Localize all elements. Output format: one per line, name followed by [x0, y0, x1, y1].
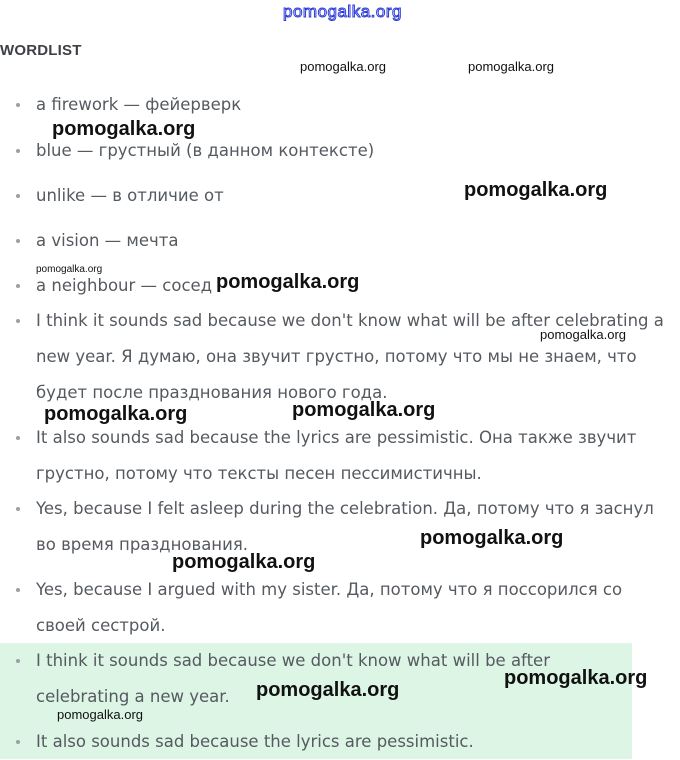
- watermark: pomogalka.org: [464, 179, 608, 201]
- watermark: pomogalka.org: [420, 527, 564, 549]
- list-item-text: Yes, because I felt asleep during the celebration. Да, потому что я заснул во время празднования.: [36, 499, 654, 554]
- list-item-text: Yes, because I argued with my sister. Да, потому что я поссорился со своей сестрой.: [36, 580, 623, 635]
- bullet-icon: [16, 284, 20, 288]
- list-item-text: blue — грустный (в данном контексте): [36, 141, 375, 160]
- list-item-text: a firework — фейерверк: [36, 95, 242, 114]
- watermark: pomogalka.org: [468, 59, 554, 74]
- list-item-text: It also sounds sad because the lyrics are pessimistic.: [36, 732, 474, 751]
- bullet-icon: [16, 436, 20, 440]
- bullet-icon: [16, 740, 20, 744]
- wordlist-heading: WORDLIST: [0, 42, 82, 59]
- bullet-icon: [16, 239, 20, 243]
- watermark: pomogalka.org: [292, 399, 436, 421]
- watermark: pomogalka.org: [300, 59, 386, 74]
- bullet-icon: [16, 149, 20, 153]
- watermark: pomogalka.org: [504, 667, 648, 689]
- bullet-icon: [16, 103, 20, 107]
- bullet-icon: [16, 194, 20, 198]
- list-item-text: I think it sounds sad because we don't know what will be after celebrating a new year. Я думаю, она звучит грустно, потому что мы не знаем, что будет после празднования нового года.: [36, 311, 664, 402]
- watermark: pomogalka.org: [256, 679, 400, 701]
- bullet-icon: [16, 588, 20, 592]
- watermark: pomogalka.org: [283, 2, 402, 21]
- list-item-text: unlike — в отличие от: [36, 186, 224, 205]
- list-item-text: a vision — мечта: [36, 231, 179, 250]
- watermark: pomogalka.org: [172, 551, 316, 573]
- watermark: pomogalka.org: [36, 264, 103, 275]
- watermark: pomogalka.org: [57, 707, 143, 722]
- list-item-text: a neighbour — сосед: [36, 276, 213, 295]
- watermark: pomogalka.org: [44, 403, 188, 425]
- bullet-icon: [16, 507, 20, 511]
- bullet-icon: [16, 319, 20, 323]
- list-item-text: I think it sounds sad because we don't know what will be after celebrating a new year.: [36, 651, 550, 706]
- watermark: pomogalka.org: [52, 118, 196, 140]
- watermark: pomogalka.org: [540, 327, 626, 342]
- bullet-icon: [16, 659, 20, 663]
- list-item-text: It also sounds sad because the lyrics are pessimistic. Она также звучит грустно, потому что тексты песен пессимистичны.: [36, 428, 637, 483]
- watermark: pomogalka.org: [216, 271, 360, 293]
